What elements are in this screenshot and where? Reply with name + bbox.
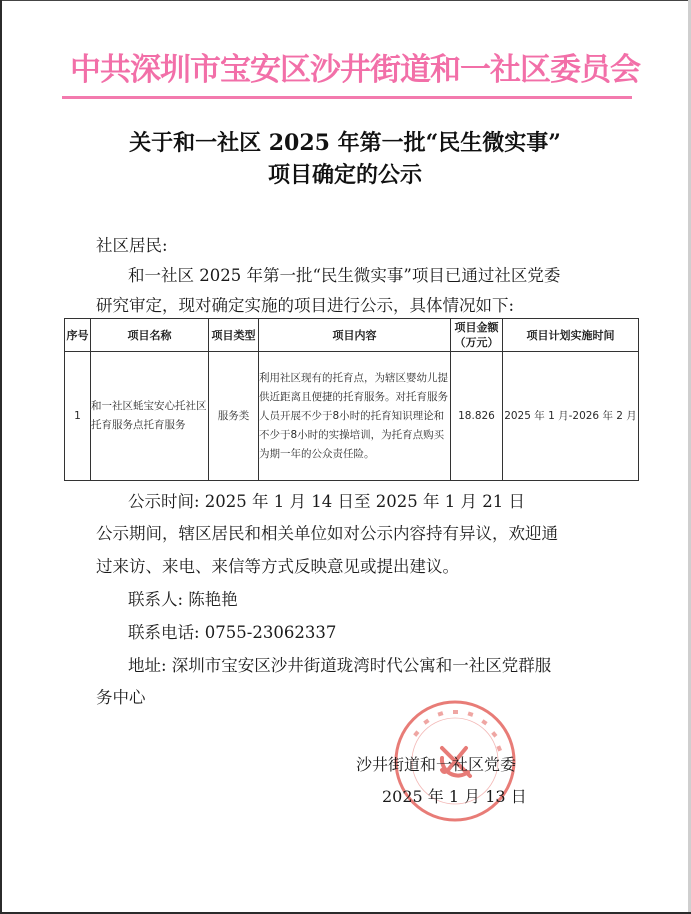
header-period: 项目计划实施时间	[503, 319, 639, 352]
page-border-top	[0, 0, 691, 1]
signature-date: 2025 年 1 月 13 日	[382, 787, 527, 806]
notice-time: 公示时间: 2025 年 1 月 14 日至 2025 年 1 月 21 日	[128, 492, 525, 511]
header-amount-line2: （万元）	[454, 336, 499, 349]
document-title-line1: 关于和一社区 2025 年第一批“民生微实事”	[129, 130, 561, 156]
project-table	[64, 318, 639, 481]
salutation: 社区居民:	[96, 236, 168, 255]
header-type: 项目类型	[209, 319, 259, 352]
cell-amount: 18.826	[451, 352, 503, 481]
page-border-left	[0, 0, 2, 914]
notice-objection-line1: 公示期间，辖区居民和相关单位如对公示内容持有异议，欢迎通	[96, 524, 558, 543]
cell-content: 利用社区现有的托育点，为辖区婴幼儿提供近距离且便捷的托育服务。对托育服务人员开展不少于8小时的托育知识理论和不少于8小时的实操培训，为托育点购买为期一年的公众责任险。	[259, 352, 451, 481]
intro-line1: 和一社区 2025 年第一批“民生微实事”项目已通过社区党委	[128, 266, 561, 285]
table-row	[65, 352, 639, 481]
contact-person: 联系人: 陈艳艳	[128, 590, 238, 609]
header-amount-line1: 项目金额	[454, 321, 499, 334]
signature-org: 沙井街道和一社区党委	[356, 755, 517, 774]
document-title-line2: 项目确定的公示	[267, 162, 422, 188]
notice-objection-line2: 过来访、来电、来信等方式反映意见或提出建议。	[96, 557, 459, 576]
letterhead-rule	[62, 96, 632, 99]
contact-phone: 联系电话: 0755-23062337	[128, 623, 337, 642]
letterhead: 中共深圳市宝安区沙井街道和一社区委员会	[70, 52, 640, 88]
header-name: 项目名称	[91, 319, 209, 352]
intro-line2: 研究审定，现对确定实施的项目进行公示，具体情况如下:	[96, 296, 515, 315]
address-line1: 地址: 深圳市宝安区沙井街道珑湾时代公寓和一社区党群服	[128, 656, 552, 675]
header-content: 项目内容	[259, 319, 451, 352]
header-no: 序号	[65, 319, 91, 352]
header-amount	[451, 319, 503, 352]
cell-type: 服务类	[209, 352, 259, 481]
cell-no: 1	[65, 352, 91, 481]
address-line2: 务中心	[96, 688, 146, 707]
cell-period: 2025 年 1 月-2026 年 2 月	[503, 352, 639, 481]
cell-name: 和一社区蚝宝安心托社区托育服务点托育服务	[91, 352, 209, 481]
table-header-row	[65, 319, 639, 352]
